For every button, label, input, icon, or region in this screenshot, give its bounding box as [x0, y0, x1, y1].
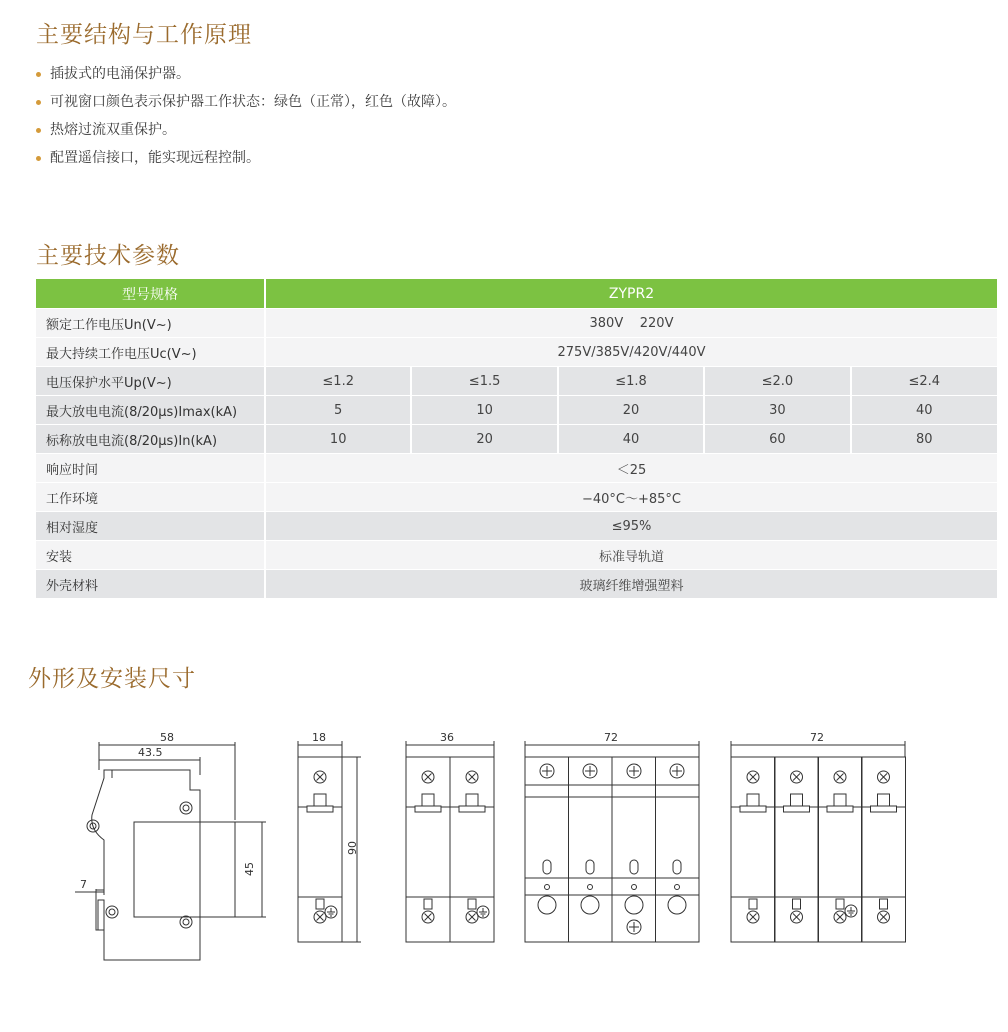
bullet-dot-icon	[36, 156, 41, 161]
two-pole-drawing	[406, 741, 494, 942]
feature-item: 可视窗口颜色表示保护器工作状态：绿色（正常），红色（故障）。	[36, 88, 456, 116]
feature-item: 配置遥信接口，能实现远程控制。	[36, 144, 456, 172]
table-row: 安装 标准导轨道	[36, 541, 997, 570]
spec-header-model: ZYPR2	[265, 279, 997, 309]
table-row: 工作环境 −40°C～+85°C	[36, 483, 997, 512]
side-height-label: 45	[243, 862, 256, 876]
table-row: 最大持续工作电压Uc(V~) 275V/385V/420V/440V	[36, 338, 997, 367]
feature-item: 插拔式的电涌保护器。	[36, 60, 456, 88]
dimension-drawings	[0, 710, 1008, 970]
spec-title: 主要技术参数	[36, 243, 180, 269]
side-view-drawing	[75, 742, 266, 960]
single-pole-width-label: 18	[312, 731, 326, 744]
table-row: 最大放电电流(8/20μs)Imax(kA) 5 10 20 30 40	[36, 396, 997, 425]
table-row: 外壳材料 玻璃纤维增强塑料	[36, 570, 997, 599]
spec-header-label: 型号规格	[36, 279, 265, 309]
table-row: 电压保护水平Up(V~) ≤1.2 ≤1.5 ≤1.8 ≤2.0 ≤2.4	[36, 367, 997, 396]
table-row: 额定工作电压Un(V~) 380V 220V	[36, 309, 997, 338]
side-inner-width-label: 43.5	[138, 746, 163, 759]
four-pole-b-width-label: 72	[810, 731, 824, 744]
structure-title: 主要结构与工作原理	[36, 22, 252, 48]
four-pole-a-drawing	[525, 741, 699, 942]
side-offset-label: 7	[80, 878, 87, 891]
dimensions-title: 外形及安装尺寸	[28, 666, 196, 692]
single-pole-height-label: 90	[346, 841, 359, 855]
table-row: 响应时间 ＜25	[36, 454, 997, 483]
spec-header-row	[36, 279, 997, 309]
table-row: 标称放电电流(8/20μs)In(kA) 10 20 40 60 80	[36, 425, 997, 454]
bullet-dot-icon	[36, 72, 41, 77]
feature-list	[36, 60, 456, 172]
side-width-label: 58	[160, 731, 174, 744]
table-row: 相对湿度 ≤95%	[36, 512, 997, 541]
bullet-dot-icon	[36, 100, 41, 105]
feature-item: 热熔过流双重保护。	[36, 116, 456, 144]
four-pole-a-width-label: 72	[604, 731, 618, 744]
four-pole-b-drawing	[731, 741, 906, 942]
two-pole-width-label: 36	[440, 731, 454, 744]
spec-table	[36, 279, 997, 599]
bullet-dot-icon	[36, 128, 41, 133]
